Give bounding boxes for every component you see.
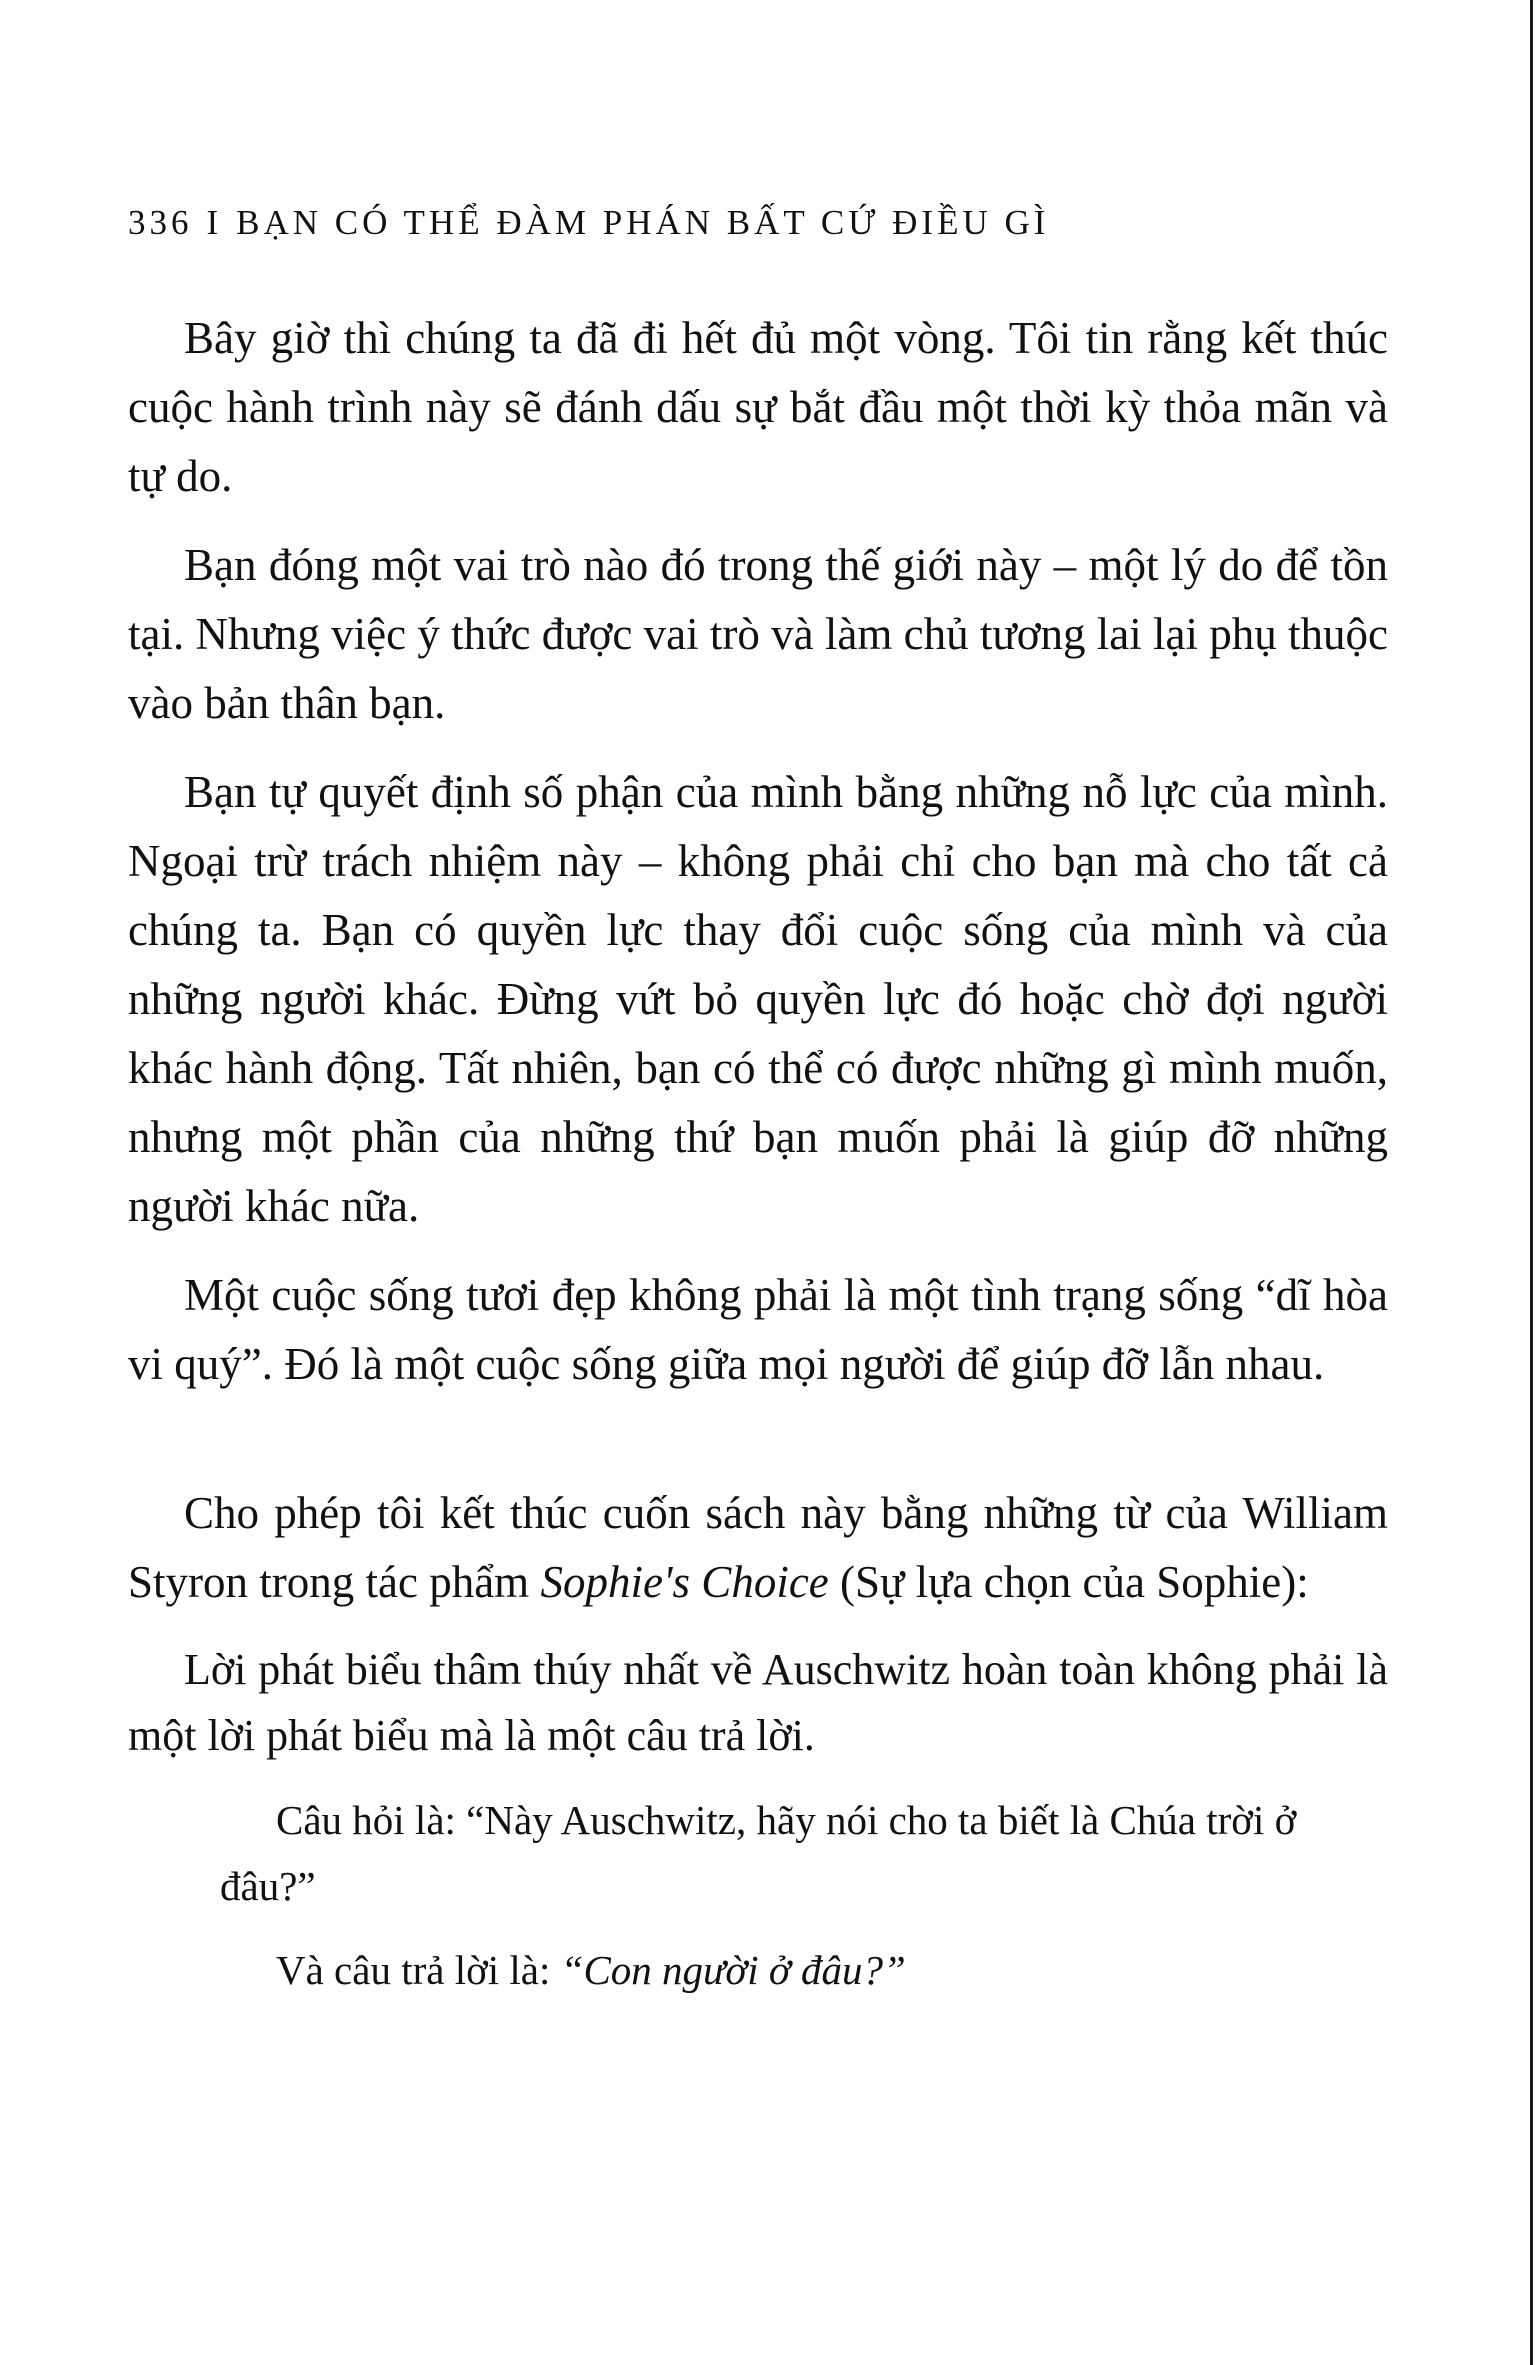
book-title: BẠN CÓ THỂ ĐÀM PHÁN BẤT CỨ ĐIỀU GÌ [236, 203, 1050, 242]
paragraph-5 [128, 1479, 1388, 1617]
body-text [128, 304, 1388, 1617]
quote-answer [220, 1937, 1388, 2003]
quote-question: Câu hỏi là: “Này Auschwitz, hãy nói cho ta biết là Chúa trời ở đâu?” [220, 1796, 1297, 1909]
quote-block [128, 1637, 1388, 2003]
book-reference-title: Sophie's Choice [540, 1556, 829, 1607]
paragraph-3: Bạn tự quyết định số phận của mình bằng những nỗ lực của mình. Ngoại trừ trách nhiệm này – không phải chỉ cho bạn mà cho tất cả chúng ta. Bạn có quyền lực thay đổi cuộc sống của mình và của những người khác. Đừng vứt bỏ quyền lực đó hoặc chờ đợi người khác hành động. Tất nhiên, bạn có thể có được những gì mình muốn, nhưng một phần của những thứ bạn muốn phải là giúp đỡ những người khác nữa. [128, 766, 1388, 1231]
quote-dialogue [128, 1787, 1388, 2003]
running-head [128, 200, 1388, 246]
page-number: 336 [128, 203, 193, 242]
paragraph-5-after: (Sự lựa chọn của Sophie): [828, 1556, 1309, 1607]
quote-answer-prefix: Và câu trả lời là: [276, 1946, 561, 1993]
paragraph-5-before: Cho phép tôi kết thúc cuốn sách này bằng những từ của William Styron trong tác phẩm [128, 1487, 1388, 1607]
page-edge-line [1530, 0, 1533, 2365]
header-separator: I [206, 203, 223, 242]
paragraph-2: Bạn đóng một vai trò nào đó trong thế giới này – một lý do để tồn tại. Nhưng việc ý thức được vai trò và làm chủ tương lai lại phụ thuộc vào bản thân bạn. [128, 539, 1388, 728]
quote-answer-italic: “Con người ở đâu?” [560, 1946, 906, 1993]
paragraph-1: Bây giờ thì chúng ta đã đi hết đủ một vòng. Tôi tin rằng kết thúc cuộc hành trình này sẽ đánh dấu sự bắt đầu một thời kỳ thỏa mãn và tự do. [128, 312, 1388, 501]
paragraph-4: Một cuộc sống tươi đẹp không phải là một tình trạng sống “dĩ hòa vi quý”. Đó là một cuộc sống giữa mọi người để giúp đỡ lẫn nhau. [128, 1269, 1388, 1389]
book-page [128, 200, 1388, 2021]
quote-lead: Lời phát biểu thâm thúy nhất về Auschwitz hoàn toàn không phải là một lời phát biểu mà là một câu trả lời. [128, 1644, 1388, 1760]
